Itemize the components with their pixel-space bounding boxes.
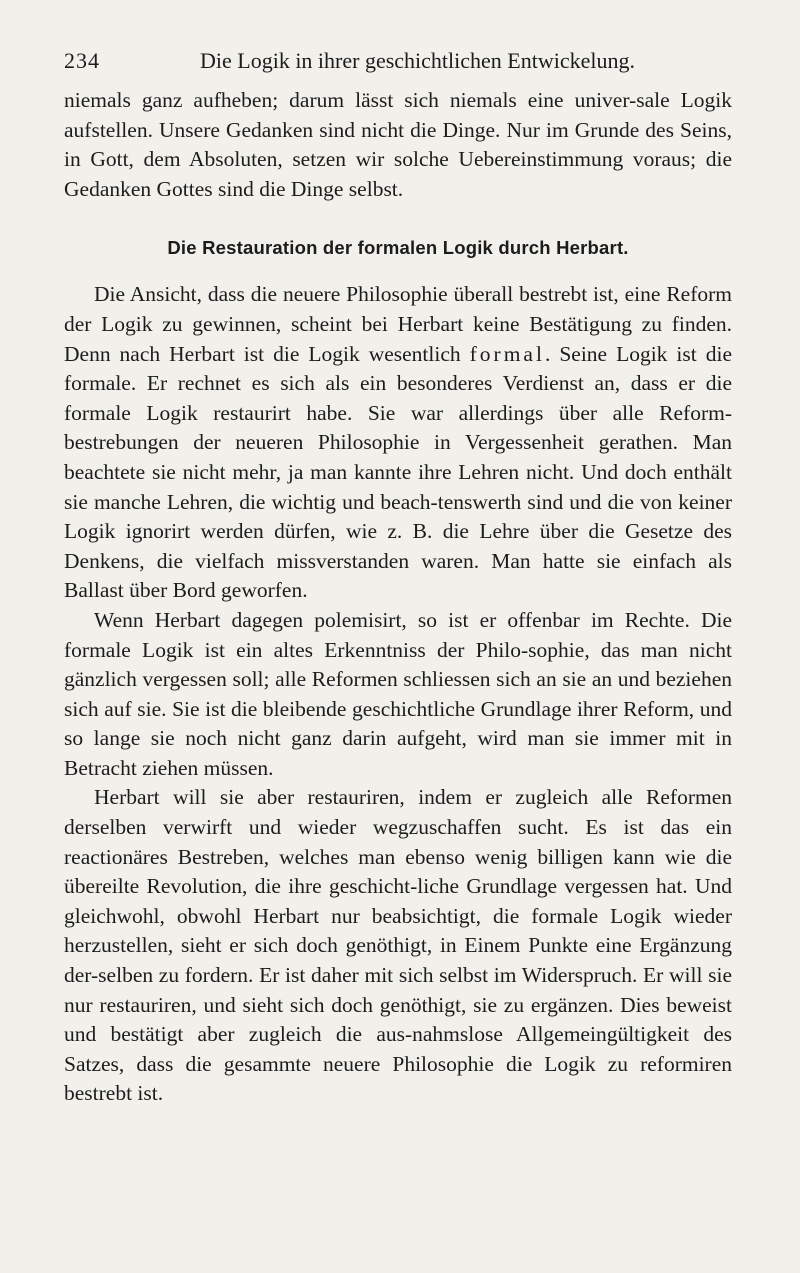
section-heading: Die Restauration der formalen Logik durch Herbart. — [167, 237, 629, 259]
paragraph-2: Wenn Herbart dagegen polemisirt, so ist er offenbar im Rechte. Die formale Logik ist ein altes Erkenntniss der Philo-sophie, das man nicht gänzlich vergessen soll; alle Reformen schliessen sich an sie an und beziehen sich auf sie. Sie ist die bleibende geschichtliche Grundlage ihrer Reform, und so lange sie noch nicht ganz darin aufgeht, wird man sie immer mit in Betracht ziehen müssen. — [64, 607, 732, 780]
emphasis-formal: formal — [469, 341, 545, 366]
running-head — [64, 46, 732, 76]
continuation-paragraph: niemals ganz aufheben; darum lässt sich niemals eine univer-sale Logik aufstellen. Unsere Gedanken sind nicht die Dinge. Nur im Grunde des Seins, in Gott, dem Absoluten, setzen wir solche Uebereinstimmung voraus; die Gedanken Gottes sind die Dinge selbst. — [64, 88, 732, 201]
paragraph-3: Herbart will sie aber restauriren, indem er zugleich alle Reformen derselben verwirft und wieder wegzuschaffen sucht. Es ist das ein reactionäres Bestreben, welches man ebenso wenig billigen kann wie die übereilte Revolution, die ihre geschicht-liche Grundlage vergessen hat. Und gleichwohl, obwohl Herbart nur beabsichtigt, die formale Logik wieder herzustellen, sieht er sich doch genöthigt, in Einem Punkte eine Ergänzung der-selben zu fordern. Er ist daher mit sich selbst im Widerspruch. Er will sie nur restauriren, und sieht sich doch genöthigt, sie zu ergänzen. Dies beweist und bestätigt aber zugleich die aus-nahmslose Allgemeingültigkeit des Satzes, dass die gesammte neuere Philosophie die Logik zu reformiren bestrebt ist. — [64, 785, 732, 1106]
running-title: Die Logik in ihrer geschichtlichen Entwickelung. — [200, 48, 635, 73]
paragraph-1 — [64, 280, 732, 606]
book-page — [64, 46, 732, 1109]
paragraph-1-text-after: . Seine Logik ist die formale. Er rechnet es sich als ein besonderes Verdienst an, dass er die formale Logik restaurirt habe. Sie war allerdings über alle Reform-bestrebungen der neueren Philosophie in Vergessenheit gerathen. Man beachtete sie nicht mehr, ja man kannte ihre Lehren nicht. Und doch enthält sie manche Lehren, die wichtig und beach-tenswerth sind und die von keiner Logik ignorirt werden dürfen, wie z. B. die Lehre über die Gesetze des Denkens, die vielfach missverstanden waren. Man hatte sie einfach als Ballast über Bord geworfen. — [64, 341, 732, 603]
page-number: 234 — [64, 48, 100, 73]
paragraph-1-text-before: Die Ansicht, dass die neuere Philosophie überall bestrebt ist, eine Reform der Logik zu gewinnen, scheint bei Herbart keine Bestätigung zu finden. Denn nach Herbart ist die Logik wesentlich — [64, 282, 732, 366]
